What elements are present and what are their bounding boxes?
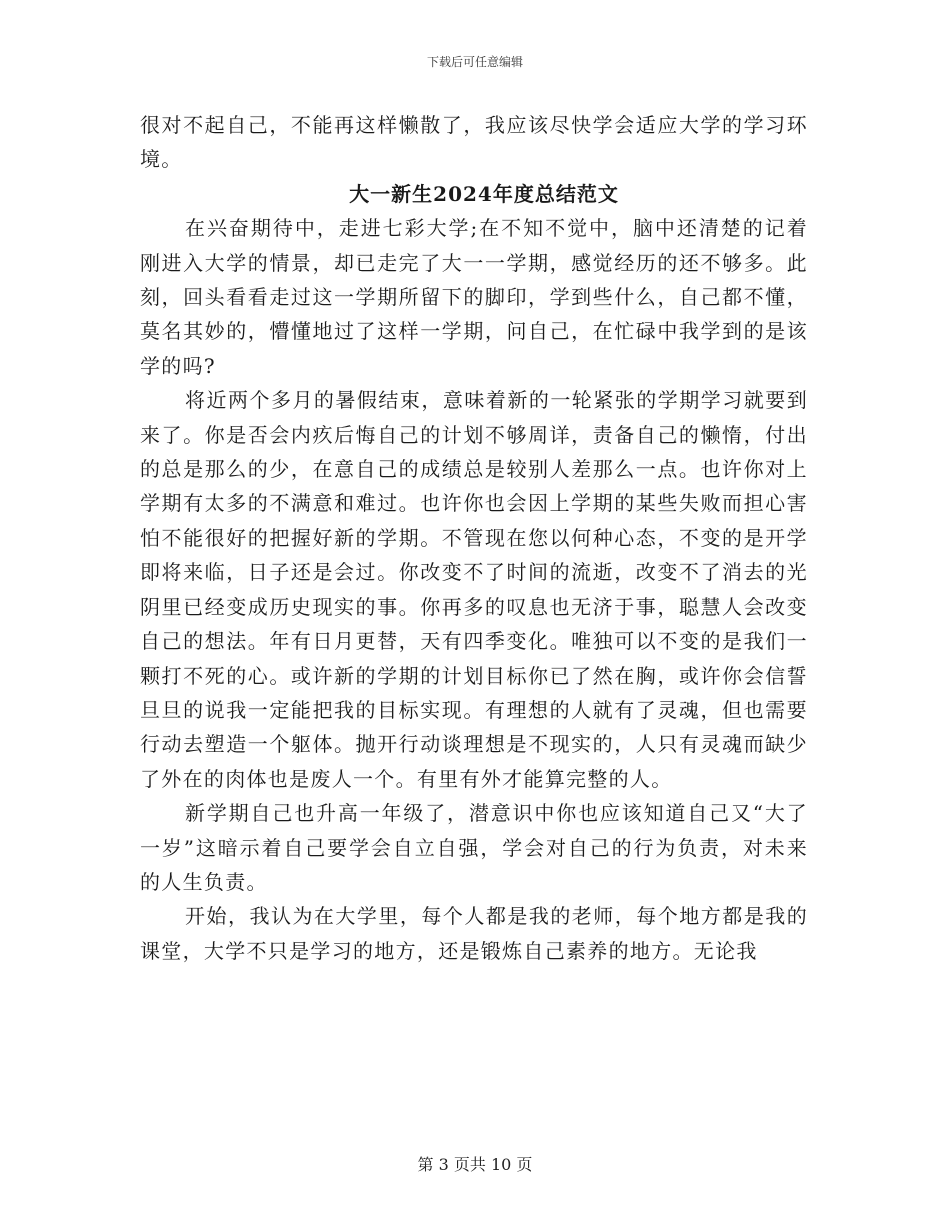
paragraph-2: 将近两个多月的暑假结束，意味着新的一轮紧张的学期学习就要到来了。你是否会内疚后悔自己的计划不够周详，责备自己的懒惰，付出的总是那么的少，在意自己的成绩总是较别人差那么一点。也许你对上学期有太多的不满意和难过。也许你也会因上学期的某些失败而担心害怕不能很好的把握好新的学期。不管现在您以何种心态，不变的是开学即将来临，日子还是会过。你改变不了时间的流逝，改变不了消去的光阴里已经变成历史现实的事。你再多的叹息也无济于事，聪慧人会改变自己的想法。年有日月更替，天有四季变化。唯独可以不变的是我们一颗打不死的心。或许新的学期的计划目标你已了然在胸，或许你会信誓旦旦的说我一定能把我的目标实现。有理想的人就有了灵魂，但也需要行动去塑造一个躯体。抛开行动谈理想是不现实的，人只有灵魂而缺少了外在的肉体也是废人一个。有里有外才能算完整的人。: [140, 388, 808, 791]
paragraph-1: 在兴奋期待中，走进七彩大学;在不知不觉中，脑中还清楚的记着刚进入大学的情景，却已走完了大一一学期，感觉经历的还不够多。此刻，回头看看走过这一学期所留下的脚印，学到些什么，自己都不懂，莫名其妙的，懵懂地过了这样一学期，问自己，在忙碌中我学到的是该学的吗?: [140, 216, 808, 378]
document-title: 大一新生2024年度总结范文: [349, 181, 619, 206]
paragraph-4: 开始，我认为在大学里，每个人都是我的老师，每个地方都是我的课堂，大学不只是学习的地方，还是锻炼自己素养的地方。无论我: [140, 904, 808, 963]
lead-paragraph: 很对不起自己，不能再这样懒散了，我应该尽快学会适应大学的学习环境。: [140, 113, 808, 172]
paragraph-3: 新学期自己也升高一年级了，潜意识中你也应该知道自己又“大了一岁”这暗示着自己要学会自立自强，学会对自己的行为负责，对未来的人生负责。: [140, 801, 808, 894]
page-footer: 第 3 页共 10 页: [417, 1155, 533, 1174]
page-header: 下载后可任意编辑: [426, 55, 523, 69]
document-body: [140, 108, 808, 968]
